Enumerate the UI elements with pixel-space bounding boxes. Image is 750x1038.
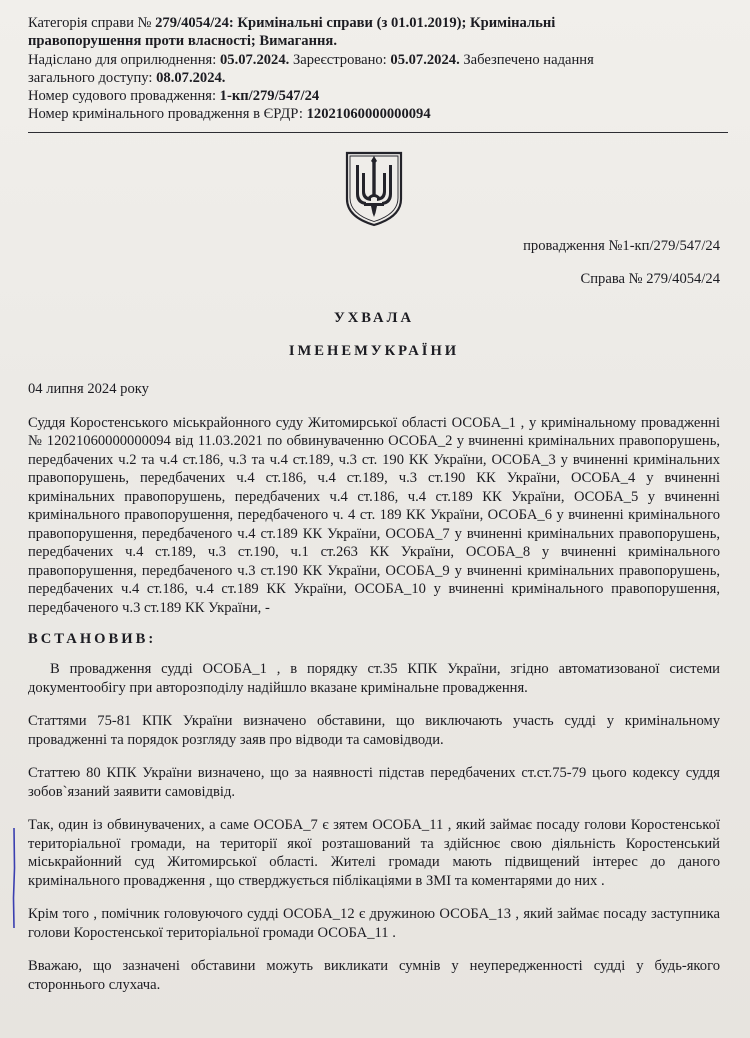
document-title: УХВАЛА [333, 309, 415, 326]
proceeding-reference: провадження №1-кп/279/547/24 [523, 237, 720, 254]
paragraph-2: Статтями 75-81 КПК України визначено обставини, що виключають участь судді у кримінальному провадженні та порядок розгляду заяв про відводи та самовідводи. [28, 713, 720, 748]
access-date-line: загального доступу: 08.07.2024. [28, 69, 226, 86]
registered-date: 05.07.2024. [390, 51, 460, 68]
paragraph-1: В провадження судді ОСОБА_1 , в порядку ст.35 КПК України, згідно автоматизованої системи документообігу при авторозподілу надійшло вказане кримінальне провадження. [28, 661, 720, 696]
sent-date: 05.07.2024. [219, 51, 290, 68]
case-reference: Справа № 279/4054/24 [580, 270, 720, 287]
court-proceeding-line: Номер судового провадження: 1-кп/279/547/24 [28, 88, 320, 105]
established-heading: ВСТАНОВИВ: [28, 631, 157, 648]
category-line: Категорія справи № 279/4054/24: Кримінальні справи (з 01.01.2019); Кримінальні [28, 15, 556, 31]
paragraph-4: Так, один із обвинувачених, а саме ОСОБА_7 є зятем ОСОБА_11 , який займає посаду голови Коростенської територіальної громади, на території якої розташований та здійснює свою діяльність Коростенський міськрайонний суд Житомирської області. Жителі громади мають підвищений інтерес до даного кримінального провадження , що стверджується піблікаціями в ЗМІ та коментарями до них . [28, 817, 720, 889]
court-proceeding-number: 1-кп/279/547/24 [219, 88, 320, 105]
paragraph-3: Статтею 80 КПК України визначено, що за наявності підстав передбачених ст.ст.75-79 цього кодексу суддя зобов`язаний заявити самовідвід. [28, 765, 720, 800]
handwritten-margin-mark [12, 828, 16, 928]
access-date: 08.07.2024. [156, 69, 226, 86]
document-subtitle: ІМЕНЕМУКРАЇНИ [288, 342, 460, 359]
paragraph-6: Вважаю, що зазначені обставини можуть викликати сумнів у неупередженності судді у будь-якого стороннього слухача. [28, 958, 720, 993]
trident-icon [344, 151, 404, 227]
document-metadata [28, 14, 720, 124]
erdr-number: 12021060000000094 [306, 106, 431, 123]
paragraph-5: Крім того , помічник головуючого судді ОСОБА_12 є дружиною ОСОБА_13 , який займає посаду заступника голови Коростенської територіальної громади ОСОБА_11 . [28, 906, 720, 941]
category-value: 279/4054/24: Кримінальні справи (з 01.01.2019); Кримінальні [155, 15, 556, 31]
category-line-cont: правопорушення проти власності; Вимагання. [28, 33, 337, 50]
header-divider [28, 132, 728, 133]
intro-paragraph: Суддя Коростенського міськрайонного суду Житомирської області ОСОБА_1 , у кримінальному провадженні № 12021060000000094 від 11.03.2021 по обвинуваченню ОСОБА_2 у вчиненні кримінальних правопорушень, передбачених ч.2 та ч.4 ст.186, ч.3 та ч.4 ст.189, ч.3 ст. 190 КК України, ОСОБА_3 у вчиненні кримінальних правопорушень, передбачених ч.4 ст.186, ч.4 ст.189, ч.3 ст.190 КК України, ОСОБА_4 у вчиненні кримінальних правопорушень, передбачених ч.4 ст.186, ч.4 ст.189 КК України, ОСОБА_5 у вчиненні кримінального правопорушення, передбаченого ч. 4 ст. 189 КК України, ОСОБА_6 у вчиненні кримінального правопорушення, передбаченого ч.4 ст.189 КК України, ОСОБА_7 у вчиненні кримінальних правопорушень, передбачених ч.4 ст.189, ч.3 ст.190, ч.1 ст.263 КК України, ОСОБА_8 у вчиненні кримінального правопорушення, передбаченого ч.3 ст.190 КК України, ОСОБА_9 у вчиненні кримінальних правопорушень, передбачених ч.4 ст.186, ч.4 ст.189 КК України, ОСОБА_10 у вчиненні кримінального правопорушення, передбаченого ч.3 ст.189 КК України, - [28, 414, 720, 616]
coat-of-arms-emblem [28, 151, 720, 229]
erdr-line: Номер кримінального провадження в ЄРДР: 12021060000000094 [28, 106, 431, 123]
ruling-date: 04 липня 2024 року [28, 380, 149, 397]
publication-dates-line: Надіслано для оприлюднення: 05.07.2024. Зареєстровано: 05.07.2024. Забезпечено надання [28, 51, 594, 68]
